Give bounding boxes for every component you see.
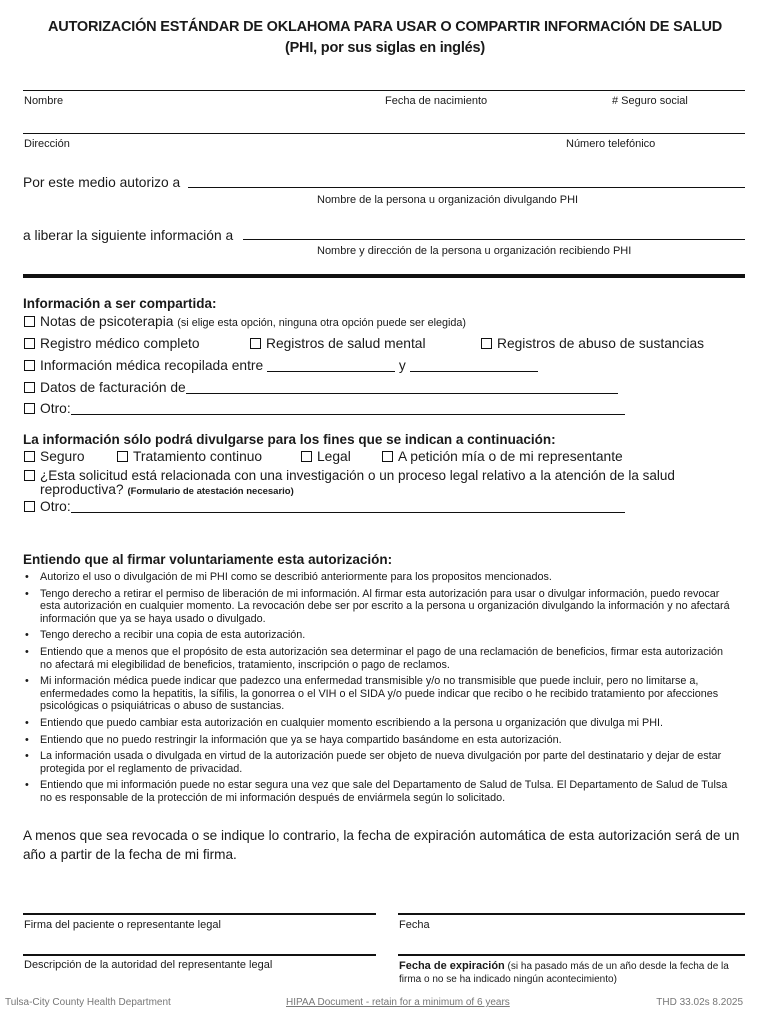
info-other-field[interactable]: [71, 402, 625, 415]
understand-item: • Entiendo que a menos que el propósito de esta autorización sea determinar el pago de una reclamación de beneficios, firmar esta autorización no afectará mi elegibilidad de beneficios, tratamiento, inscripción o pago de reclamos.: [23, 646, 735, 671]
insurance-checkbox[interactable]: [24, 451, 35, 462]
name-label: Nombre: [24, 95, 64, 107]
form-title: AUTORIZACIÓN ESTÁNDAR DE OKLAHOMA PARA USAR O COMPARTIR INFORMACIÓN DE SALUD: [47, 19, 723, 35]
legal-option[interactable]: [301, 449, 351, 464]
info-other-label: Otro:: [40, 401, 71, 416]
insurance-label: Seguro: [40, 449, 85, 464]
authority-label: Descripción de la autoridad del representante legal: [24, 959, 273, 971]
investigation-label: ¿Esta solicitud está relacionada con una investigación o un proceso legal relativo a la atención de la salud: [40, 468, 675, 483]
understand-item: • Entiendo que puedo cambiar esta autorización en cualquier momento escribiendo a la persona u organización que divulga mi PHI.: [23, 717, 735, 730]
understand-list: [23, 571, 735, 809]
mental-health-label: Registros de salud mental: [266, 336, 426, 351]
insurance-option[interactable]: [24, 449, 85, 464]
date-to-field[interactable]: [410, 359, 538, 372]
address-label: Dirección: [24, 138, 70, 150]
medical-record-option[interactable]: [24, 336, 200, 351]
date-range-checkbox[interactable]: [24, 360, 35, 371]
understand-heading: Entiendo que al firmar voluntariamente esta autorización:: [23, 552, 393, 567]
info-heading: Información a ser compartida:: [23, 296, 217, 311]
purpose-heading: La información sólo podrá divulgarse para los fines que se indican a continuación:: [23, 432, 556, 447]
recipient-caption: Nombre y dirección de la persona u organización recibiendo PHI: [317, 245, 632, 257]
psychotherapy-label: Notas de psicoterapia: [40, 314, 174, 329]
purpose-other-label: Otro:: [40, 499, 71, 514]
expiration-statement: A menos que sea revocada o se indique lo contrario, la fecha de expiración automática de esta autorización será de un año a partir de la fecha de mi firma.: [23, 828, 740, 862]
discloser-caption: Nombre de la persona u organización divulgando PHI: [317, 194, 579, 206]
date-label: Fecha: [399, 919, 430, 931]
dob-label: Fecha de nacimiento: [385, 95, 488, 107]
billing-label: Datos de facturación de: [40, 380, 186, 395]
footer-retention: HIPAA Document - retain for a minimum of 6 years: [286, 997, 510, 1008]
date-from-field[interactable]: [267, 359, 395, 372]
authorize-text: Por este medio autorizo a: [23, 175, 181, 190]
form-subtitle: (PHI, por sus siglas en inglés): [284, 40, 486, 56]
medical-record-checkbox[interactable]: [24, 338, 35, 349]
address-row-line[interactable]: [23, 133, 745, 134]
purpose-other-field[interactable]: [71, 500, 625, 513]
billing-field[interactable]: [186, 381, 618, 394]
signature-label: Firma del paciente o representante legal: [24, 919, 221, 931]
info-other-checkbox[interactable]: [24, 403, 35, 414]
discloser-line[interactable]: [188, 187, 745, 188]
footer-department: Tulsa-City County Health Department: [5, 997, 171, 1008]
info-other-option[interactable]: [24, 401, 625, 416]
phone-label: Número telefónico: [566, 138, 656, 150]
investigation-continuation: [40, 482, 294, 497]
understand-item: • Entiendo que no puedo restringir la información que ya se haya compartido basándome en esta autorización.: [23, 734, 735, 747]
request-checkbox[interactable]: [382, 451, 393, 462]
signature-line[interactable]: [23, 913, 376, 915]
investigation-checkbox[interactable]: [24, 470, 35, 481]
legal-checkbox[interactable]: [301, 451, 312, 462]
mental-health-checkbox[interactable]: [250, 338, 261, 349]
substance-abuse-label: Registros de abuso de sustancias: [497, 336, 705, 351]
understand-item: • Autorizo el uso o divulgación de mi PHI como se describió anteriormente para los propositos mencionados.: [23, 571, 735, 584]
expiration-date-block: [399, 960, 749, 986]
expiration-date-label: Fecha de expiración: [399, 960, 505, 972]
understand-item: • Mi información médica puede indicar que padezco una enfermedad transmisible y/o no transmisible que puede incluir, pero no limitarse a, enfermedades como la hepatitis, la sífilis, la gonorrea o el VIH o el SIDA y/o puede indicar que recibo o he recibido tratamiento por afecciones psicológicas o psiquiátricas o abuso de sustancias.: [23, 675, 735, 713]
treatment-label: Tratamiento continuo: [133, 449, 263, 464]
treatment-option[interactable]: [117, 449, 262, 464]
release-text: a liberar la siguiente información a: [23, 228, 234, 243]
medical-record-label: Registro médico completo: [40, 336, 200, 351]
understand-item: • La información usada o divulgada en virtud de la autorización puede ser objeto de nueva divulgación por parte del destinatario y dejar de estar protegida por el reglamento de privacidad.: [23, 750, 735, 775]
attestation-note: (Formulario de atestación necesario): [127, 486, 294, 497]
treatment-checkbox[interactable]: [117, 451, 128, 462]
mental-health-option[interactable]: [250, 336, 426, 351]
date-range-option[interactable]: [24, 358, 538, 373]
investigation-label-2: reproductiva?: [40, 482, 124, 497]
footer-form-number: THD 33.02s 8.2025: [656, 997, 743, 1008]
expiration-date-note: (si ha pasado más de un año desde la fecha de la firma o no se ha indicado ningún acontecimiento): [399, 961, 729, 985]
psychotherapy-option[interactable]: [24, 314, 466, 329]
section-divider: [23, 274, 745, 278]
name-row-line[interactable]: [23, 90, 745, 91]
substance-abuse-checkbox[interactable]: [481, 338, 492, 349]
purpose-other-checkbox[interactable]: [24, 501, 35, 512]
understand-item: • Entiendo que mi información puede no estar segura una vez que sale del Departamento de Salud de Tulsa. El Departamento de Salud de Tulsa no es responsable de la protección de mi información después de enviármela según lo solicitado.: [23, 779, 735, 804]
psychotherapy-checkbox[interactable]: [24, 316, 35, 327]
date-range-label: Información médica recopilada entre: [40, 358, 264, 373]
substance-abuse-option[interactable]: [481, 336, 704, 351]
authority-line[interactable]: [23, 954, 376, 956]
billing-option[interactable]: [24, 380, 618, 395]
legal-label: Legal: [317, 449, 351, 464]
understand-item: • Tengo derecho a recibir una copia de esta autorización.: [23, 629, 735, 642]
recipient-line[interactable]: [243, 239, 745, 240]
expiration-date-line[interactable]: [398, 954, 745, 956]
billing-checkbox[interactable]: [24, 382, 35, 393]
date-range-and: y: [398, 358, 406, 373]
investigation-option[interactable]: [24, 468, 675, 483]
request-option[interactable]: [382, 449, 623, 464]
psychotherapy-note: (si elige esta opción, ninguna otra opción puede ser elegida): [177, 317, 467, 329]
ssn-label: # Seguro social: [612, 95, 688, 107]
request-label: A petición mía o de mi representante: [398, 449, 623, 464]
date-line[interactable]: [398, 913, 745, 915]
purpose-other-option[interactable]: [24, 499, 625, 514]
understand-item: • Tengo derecho a retirar el permiso de liberación de mi información. Al firmar esta autorización para usar o divulgar información, puedo revocar esta autorización en cualquier momento. La revocación debe ser por escrito a la persona u organización divulgando la información y no afectará información que ya se haya usado o divulgado.: [23, 588, 735, 626]
